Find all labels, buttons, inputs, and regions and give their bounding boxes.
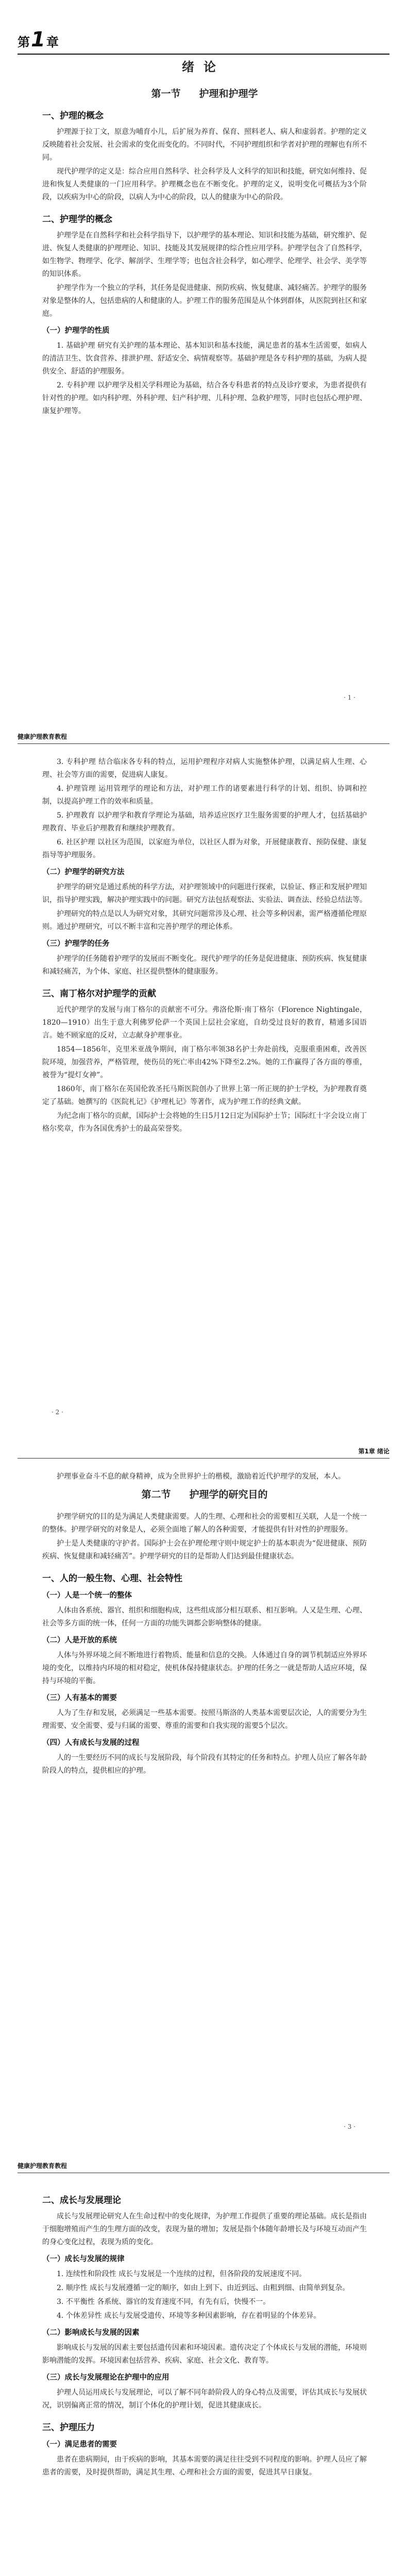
heading-open: （二）人是开放的系统: [42, 1636, 117, 1645]
paragraph: 人为了生存和发展，必须满足一些基本需要。按照马斯洛的人类基本需要层次论，人的需要分为生理需要、安全需要、爱与归属的需要、尊重的需要和自我实现的需要5个层次。: [42, 1709, 367, 1730]
chapter-title: 绪论: [182, 60, 225, 74]
list-item: 4. 个体差异性 成长与发展受遗传、环境等多种因素影响，存在着明显的个体差异。: [57, 2312, 321, 2320]
running-header: 第1章 绪论: [358, 1448, 389, 1455]
paragraph: 护理研究的特点是以人为研究对象，其研究问题常涉及心理、社会等多种因素，需严格遵循伦理原则。通过护理研究，可以不断丰富和完善护理学的理论体系。: [42, 910, 367, 931]
paragraph: 护理学作为一个独立的学科，其任务是促进健康、预防疾病、恢复健康、减轻痛苦。护理学的服务对象是整体的人，包括患病的人和健康的人。护理工作的服务范围是从个体到群体，从医院到社区和家庭。: [42, 284, 367, 318]
list-item: 3. 不平衡性 各系统、器官的发育速度不同，有先有后，快慢不一。: [57, 2298, 270, 2306]
heading-method: （二）护理学的研究方法: [42, 868, 125, 876]
heading-basic: 一、人的一般生物、心理、社会特性: [42, 1573, 182, 1584]
heading-growth: （四）人有成长与发展的过程: [42, 1739, 140, 1747]
list-item: 1. 连续性和阶段性 成长与发展是一个连续的过程，但各阶段的发展速度不同。: [57, 2270, 307, 2278]
paragraph: 1854—1856年，克里米亚战争期间，南丁格尔率领38名护士奔赴前线，克服重重困难，改善医院环境，加强营养，严格管理，使伤员的死亡率由42%下降至2.2%。她的工作赢得了各方面的尊重，被誉为“提灯女神”。: [42, 1045, 367, 1079]
section-number: 第二节: [141, 1489, 171, 1500]
heading-needs: （三）人有基本的需要: [42, 1694, 117, 1702]
paragraph: 护理事业奋斗不息的献身精神，成为全世界护士的楷模，激励着近代护理学的发展，本人。: [57, 1472, 345, 1481]
section-title: [42, 88, 367, 100]
heading-nightingale: 三、南丁格尔对护理学的贡献: [42, 989, 156, 999]
heading-factors: （二）影响成长与发展的因素: [42, 2329, 140, 2337]
heading-whole: （一）人是一个统一的整体: [42, 1591, 132, 1600]
paragraph: 1. 基础护理 研究有关护理的基本理论、基本知识和基本技能，满足患者的基本生活需要，如病人的清洁卫生、饮食营养、排泄护理、舒适安全、病情观察等。基础护理是各专科护理的基础，为病人提供安全、舒适的护理服务。: [42, 342, 367, 376]
heading-tasks: （三）护理学的任务: [42, 940, 110, 948]
paragraph: 2. 专科护理 以护理学及相关学科理论为基础，结合各专科患者的特点及诊疗要求，为患者提供有针对性的护理。如内科护理、外科护理、妇产科护理、儿科护理、急救护理等，同时也包括心理护理、康复护理等。: [42, 381, 367, 415]
chapter-di: 第: [18, 35, 30, 49]
paragraph: 4. 护理管理 运用管理学的理论和方法，对护理工作的诸要素进行科学的计划、组织、协调和控制，以提高护理工作的效率和质量。: [42, 785, 367, 806]
heading-theory: 二、成长与发展理论: [42, 2195, 121, 2206]
page-number: · 2 ·: [52, 1409, 63, 1416]
paragraph: 护理学研究的目的是为满足人类健康需要。人的生理、心理和社会的需要相互关联，人是一个统一的整体。护理学研究的对象是人，必须全面地了解人的各种需要，才能提供有针对性的护理服务。: [42, 1513, 367, 1534]
paragraph: 成长与发展理论研究人在生命过程中的变化规律，为护理工作提供了重要的理论基础。成长是指由于细胞增殖而产生的生理方面的改变，表现为量的增加；发展是指个体随年龄增长及与环境互动而产生的身心变化过程，表现为质的变化。: [42, 2212, 367, 2246]
page-1: [0, 0, 407, 715]
page-number: · 1 ·: [344, 694, 355, 701]
page-number: · 3 ·: [344, 2123, 355, 2130]
paragraph: 6. 社区护理 以社区为范围，以家庭为单位，以社区人群为对象，开展健康教育、预防保健、康复指导等护理服务。: [42, 838, 367, 859]
chapter-label: [18, 28, 59, 52]
page-3: [0, 1429, 407, 2144]
page-1-body: [42, 82, 367, 419]
paragraph: 现代护理学的定义是：综合应用自然科学、社会科学及人文科学的知识和技能，研究如何维持、促进和恢复人类健康的一门应用科学。护理概念也在不断变化。护理的定义，说明变化可概括为3个阶段，以疾病为中心的阶段，以病人为中心的阶段，以人的健康为中心的阶段。: [42, 167, 367, 201]
paragraph: 为纪念南丁格尔的贡献，国际护士会将她的生日5月12日定为国际护士节；国际红十字会设立南丁格尔奖章，作为各国优秀护士的最高荣誉奖。: [42, 1112, 367, 1133]
chapter-rule: [18, 54, 389, 55]
heading-science: 二、护理学的概念: [42, 214, 112, 225]
heading-concept: 一、护理的概念: [42, 111, 104, 121]
section-title-text: 护理学的研究目的: [189, 1489, 268, 1500]
paragraph: 影响成长与发展的因素主要包括遗传因素和环境因素。遗传决定了个体成长与发展的潜能，环境则影响潜能的发挥。环境因素包括营养、疾病、家庭、社会文化、教育等。: [42, 2344, 367, 2365]
page-4-body: [42, 2185, 367, 2480]
section-title-text: 护理和护理学: [199, 88, 258, 99]
paragraph: 护理人员运用成长与发展理论，可以了解不同年龄阶段人的身心特点及需要，评估其成长与发展状况，识别偏离正常的情况，制订个体化的护理计划，促进其健康成长。: [42, 2388, 367, 2410]
paragraph: 护理学的任务随着护理学的发展而不断变化。现代护理学的任务是促进健康、预防疾病、恢复健康和减轻痛苦，为个体、家庭、社区提供整体的健康服务。: [42, 955, 367, 976]
header-rule: [18, 1458, 389, 1459]
paragraph: 护理源于拉丁文，原意为哺育小儿，后扩展为养育、保育、照料老人、病人和虚弱者。护理的定义反映随着社会发展、社会需求的变化而变化的。不同时代，不同护理组织和学者对护理的理解也有所不同。: [42, 128, 367, 162]
heading-stress-1: （一）满足患者的需要: [42, 2441, 117, 2449]
chapter-number: 1: [31, 28, 45, 52]
paragraph: 5. 护理教育 以护理学和教育学理论为基础，培养适应医疗卫生服务需要的护理人才，包括基础护理教育、毕业后护理教育和继续护理教育。: [42, 811, 367, 833]
page-4: [0, 2144, 407, 2576]
section-title: [42, 1488, 367, 1501]
page-3-body: [42, 1470, 367, 1778]
heading-rules: （一）成长与发展的规律: [42, 2255, 125, 2263]
list-item: 2. 顺序性 成长与发展遵循一定的顺序，如由上到下、由近到远、由粗到细、由简单到复杂。: [57, 2284, 350, 2292]
paragraph: 护士是人类健康的守护者。国际护士会在护理伦理守则中规定护士的基本职责为“促进健康、预防疾病、恢复健康和减轻痛苦”。护理学研究的目的是帮助人们达到最佳健康状态。: [42, 1539, 367, 1561]
running-header: 健康护理教育教程: [18, 2162, 67, 2170]
paragraph: 护理学是在自然科学和社会科学指导下，以护理学的基本理论、知识和技能为基础，研究维护、促进、恢复人类健康的护理理论、知识、技能及其发展规律的综合性应用学科。护理学包含了自然科学，如生物学、物理学、化学、解剖学、生理学等；也包含社会科学，如心理学、伦理学、社会学、美学等的知识体系。: [42, 231, 367, 278]
paragraph: 3. 专科护理 结合临床各专科的特点，运用护理程序对病人实施整体护理，以满足病人生理、心理、社会等方面的需要，促进病人康复。: [42, 758, 367, 779]
running-header: 健康护理教育教程: [18, 733, 67, 740]
page-2: [0, 715, 407, 1429]
paragraph: 患者在患病期间，由于疾病的影响，其基本需要的满足往往受到不同程度的影响。护理人员应了解患者的需要，及时提供帮助，满足其生理、心理和社会方面的需要，促进其早日康复。: [42, 2455, 367, 2477]
page-2-body: [42, 756, 367, 1137]
paragraph: 近代护理学的发展与南丁格尔的贡献密不可分。弗洛伦斯·南丁格尔（Florence Nightingale，1820—1910）出生于意大利佛罗伦萨一个英国上层社会家庭，自幼受过良好的教育，精通多国语言。她不顾家庭的反对，立志献身护理事业。: [42, 1006, 367, 1040]
paragraph: 人的一生要经历不同的成长与发展阶段，每个阶段有其特定的任务和特点。护理人员应了解各年龄阶段人的特点，提供相应的护理。: [42, 1754, 367, 1775]
heading-nature: （一）护理学的性质: [42, 327, 110, 335]
section-number: 第一节: [151, 88, 181, 99]
paragraph: 人体与外界环境之间不断地进行着物质、能量和信息的交换。人体通过自身的调节机制适应外界环境的变化，以维持内环境的相对稳定，使机体保持健康状态。护理的任务之一就是帮助人适应环境，保持与环境的平衡。: [42, 1651, 367, 1685]
paragraph: 人体由各系统、器官、组织和细胞构成，这些组成部分相互联系、相互影响。人又是生理、心理、社会等多方面的统一体，任何一方面的功能失调都会影响整体的健康。: [42, 1606, 367, 1628]
header-rule: [18, 743, 389, 744]
heading-apply: （三）成长与发展理论在护理中的应用: [42, 2374, 169, 2382]
chapter-banner: [0, 21, 407, 52]
paragraph: 护理学的研究是通过系统的科学方法，对护理领域中的问题进行探索，以验证、修正和发展护理知识，指导护理实践，解决护理实践中的问题。研究方法包括观察法、实验法、调查法、经验总结法等。: [42, 883, 367, 904]
heading-stress: 三、护理压力: [42, 2422, 95, 2433]
paragraph: 1860年，南丁格尔在英国伦敦圣托马斯医院创办了世界上第一所正规的护士学校，为护理教育奠定了基础。她撰写的《医院札记》《护理札记》等著作，成为护理工作的经典文献。: [42, 1085, 367, 1106]
chapter-zhang: 章: [46, 35, 59, 49]
